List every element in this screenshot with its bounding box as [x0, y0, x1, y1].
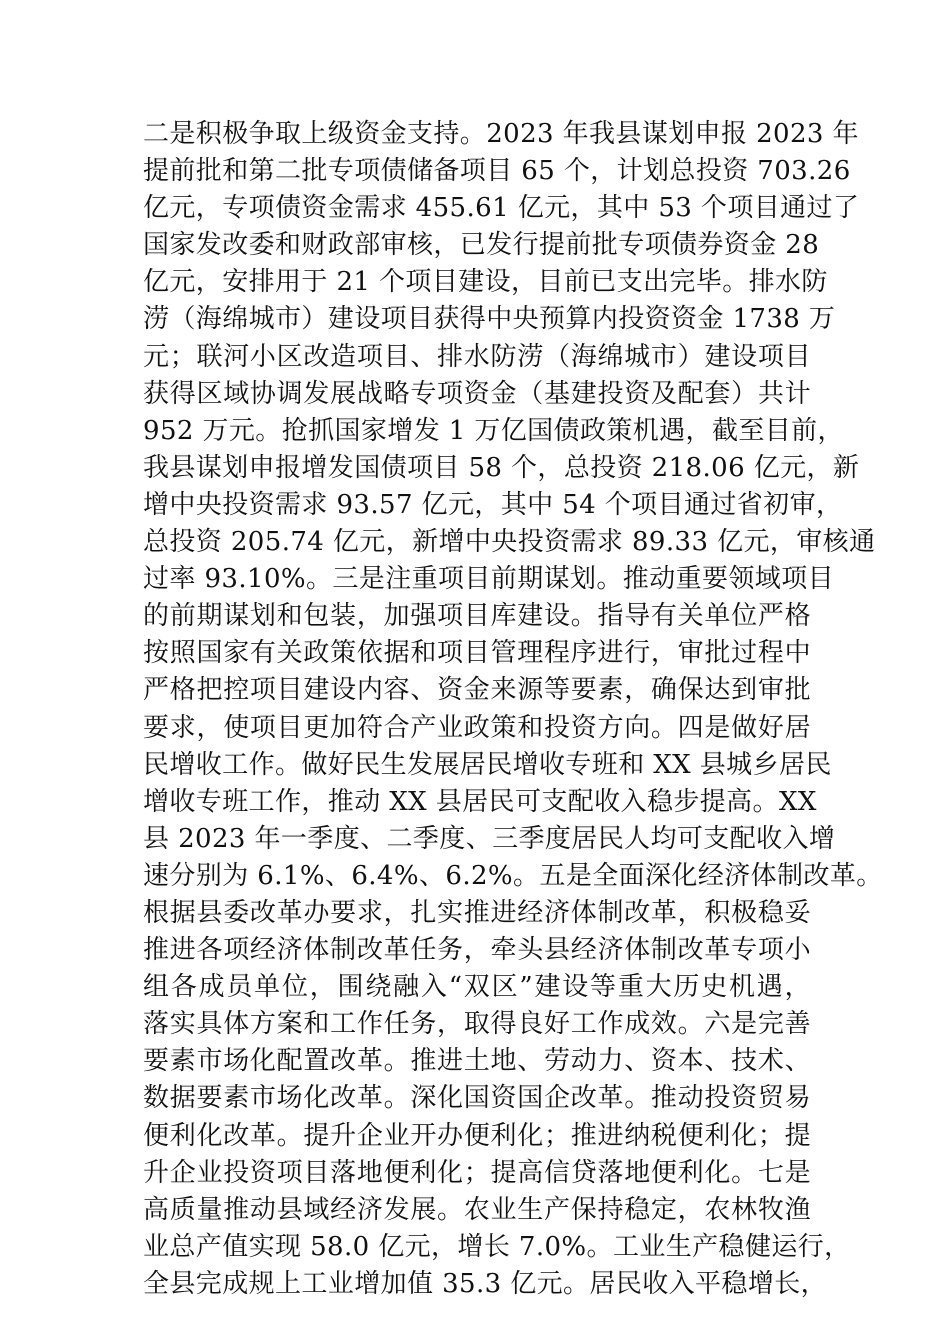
text-line: 组各成员单位，围绕融入“双区”建设等重大历史机遇，: [143, 972, 811, 1003]
text-line: 的前期谋划和包装，加强项目库建设。指导有关单位严格: [143, 601, 811, 632]
text-line: 要素市场化配置改革。推进土地、劳动力、资本、技术、: [143, 1046, 811, 1077]
text-line: 二是积极争取上级资金支持。2023 年我县谋划申报 2023 年: [143, 119, 859, 149]
text-line: 按照国家有关政策依据和项目管理程序进行，审批过程中: [143, 638, 811, 669]
body-paragraph: [143, 116, 883, 1303]
text-line: 国家发改委和财政部审核，已发行提前批专项债券资金 28: [143, 230, 820, 261]
text-line: 便利化改革。提升企业开办便利化；推进纳税便利化；提: [143, 1120, 811, 1151]
text-line: 增收专班工作，推动 XX 县居民可支配收入稳步提高。XX: [143, 786, 817, 817]
text-line: 速分别为 6.1%、6.4%、6.2%。五是全面深化经济体制改革。: [143, 860, 883, 891]
text-line: 严格把控项目建设内容、资金来源等要素，确保达到审批: [143, 675, 811, 706]
text-line: 952 万元。抢抓国家增发 1 万亿国债政策机遇，截至目前，: [143, 415, 844, 446]
text-line: 我县谋划申报增发国债项目 58 个，总投资 218.06 亿元，新: [143, 452, 860, 483]
text-line: 高质量推动县域经济发展。农业生产保持稳定，农林牧渔: [143, 1194, 811, 1225]
text-line: 县 2023 年一季度、二季度、三季度居民人均可支配收入增: [143, 823, 836, 854]
text-line: 提前批和第二批专项债储备项目 65 个，计划总投资 703.26: [143, 156, 851, 187]
text-line: 亿元，安排用于 21 个项目建设，目前已支出完毕。排水防: [143, 267, 828, 298]
text-line: 增中央投资需求 93.57 亿元，其中 54 个项目通过省初审，: [143, 489, 843, 520]
text-line: 落实具体方案和工作任务，取得良好工作成效。六是完善: [143, 1009, 811, 1040]
text-line: 数据要素市场化改革。深化国资国企改革。推动投资贸易: [143, 1083, 811, 1114]
text-line: 根据县委改革办要求，扎实推进经济体制改革，积极稳妥: [143, 897, 811, 928]
text-line: 亿元，专项债资金需求 455.61 亿元，其中 53 个项目通过了: [143, 193, 860, 224]
text-line: 升企业投资项目落地便利化；提高信贷落地便利化。七是: [143, 1157, 811, 1188]
text-line: 民增收工作。做好民生发展居民增收专班和 XX 县城乡居民: [143, 749, 832, 780]
text-line: 涝（海绵城市）建设项目获得中央预算内投资资金 1738 万: [143, 304, 836, 335]
text-line: 全县完成规上工业增加值 35.3 亿元。居民收入平稳增长，: [143, 1268, 828, 1299]
text-line: 元；联河小区改造项目、排水防涝（海绵城市）建设项目: [143, 341, 811, 372]
text-line: 总投资 205.74 亿元，新增中央投资需求 89.33 亿元，审核通: [143, 527, 876, 558]
text-line: 过率 93.10%。三是注重项目前期谋划。推动重要领域项目: [143, 564, 835, 595]
text-line: 业总产值实现 58.0 亿元，增长 7.0%。工业生产稳健运行，: [143, 1231, 851, 1262]
text-line: 要求，使项目更加符合产业政策和投资方向。四是做好居: [143, 712, 811, 743]
text-line: 获得区域协调发展战略专项资金（基建投资及配套）共计: [143, 378, 811, 409]
text-line: 推进各项经济体制改革任务，牵头县经济体制改革专项小: [143, 935, 811, 966]
